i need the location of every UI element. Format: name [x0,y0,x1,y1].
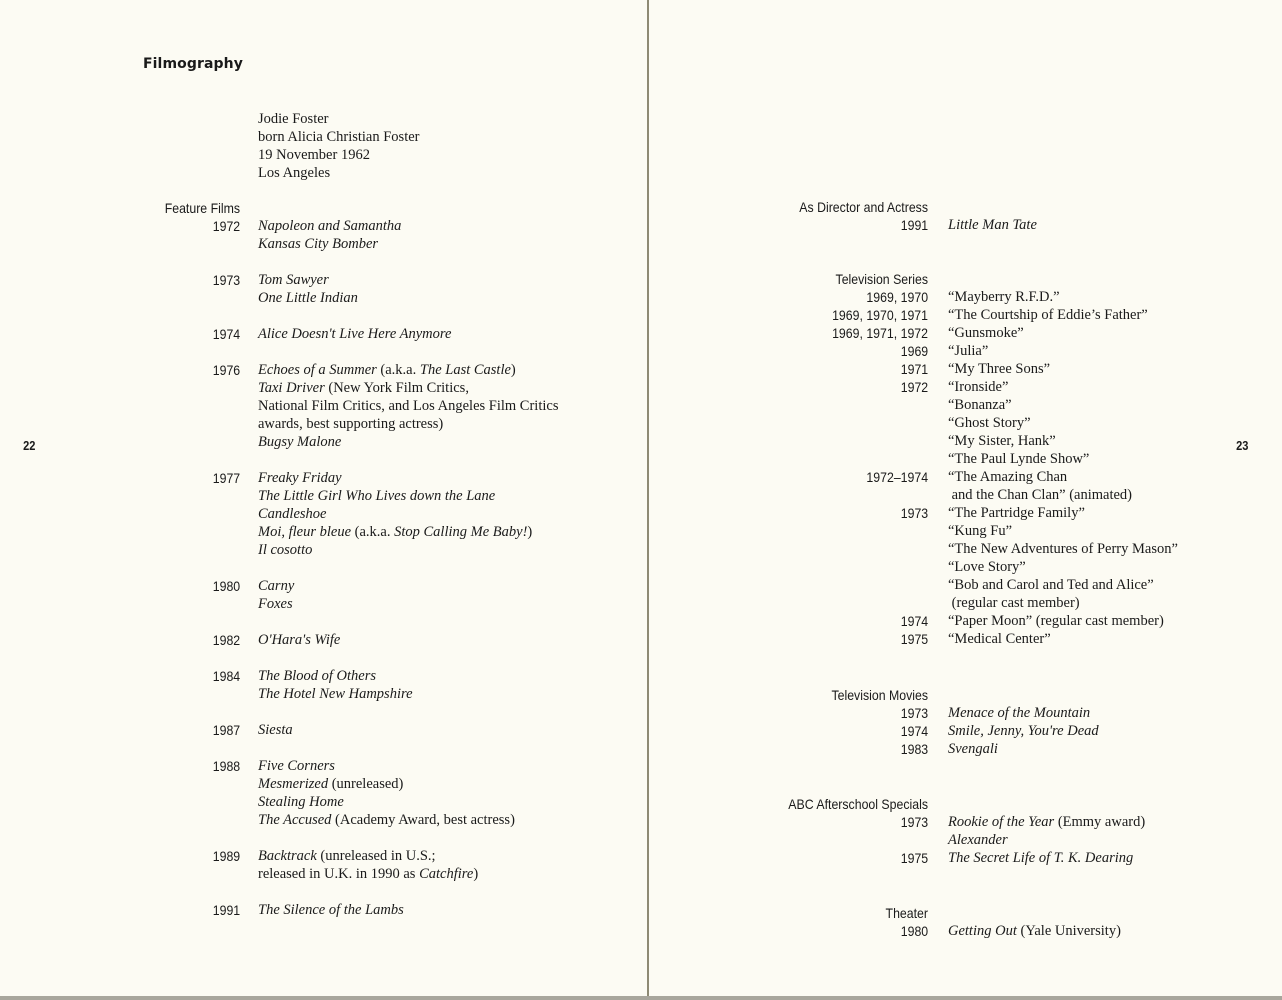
year: 1984 [212,668,240,684]
page-number-right: 23 [1236,438,1249,453]
bio-birth-name: born Alicia Christian Foster [258,129,420,145]
year: 1974 [900,613,928,629]
film-alt-title: Stop Calling Me Baby! [394,524,528,540]
year: 1991 [900,217,928,233]
year: 1972 [212,218,240,234]
year: 1975 [900,850,928,866]
film-title: Siesta [258,722,293,738]
entry [948,396,1012,414]
list-item [0,813,1240,831]
list-item [258,667,413,685]
entry [948,630,1051,648]
film-title: The Little Girl Who Lives down the Lane [258,488,496,504]
list-item [258,775,515,793]
series-title: “Paper Moon” (regular cast member) [948,613,1164,629]
year: 1969, 1970, 1971 [832,307,928,323]
film-title: Moi, fleur bleue [258,524,352,540]
list-item [0,450,1240,468]
entry [948,378,1008,396]
title: Getting Out [948,923,1017,939]
entry [948,468,1067,486]
list-item [0,216,1240,234]
section-label: Theater [885,905,928,921]
list-item [0,576,1240,594]
film-title: The Hotel New Hampshire [258,686,413,702]
film-note: (a.k.a. [351,524,395,540]
series-title: “My Three Sons” [948,361,1051,377]
entry [948,342,988,360]
entry [948,450,1089,468]
year: 1980 [212,578,240,594]
film-title: The Blood of Others [258,668,377,684]
series-title: “Mayberry R.F.D.” [948,289,1060,305]
film-title: Carny [258,578,295,594]
title: Svengali [948,741,998,757]
film-title: The Silence of the Lambs [258,902,404,918]
film-title: Il cosotto [258,542,313,558]
series-title: “The Amazing Chan [948,469,1068,485]
film-note: (unreleased) [328,776,404,792]
series-title: “Ironside” [948,379,1009,395]
year: 1969, 1971, 1972 [832,325,928,341]
series-title: “Kung Fu” [948,523,1013,539]
series-title: “The Partridge Family” [948,505,1085,521]
film-note: (Academy Award, best actress) [331,812,515,828]
film-title: Kansas City Bomber [258,236,379,252]
film-title: Freaky Friday [258,470,342,486]
series-title: “Bob and Carol and Ted and Alice” [948,577,1154,593]
series-title: “The Paul Lynde Show” [948,451,1090,467]
entry [948,414,1031,432]
section-label: As Director and Actress [799,199,928,215]
year: 1973 [900,705,928,721]
note: (Yale University) [1016,923,1121,939]
list-item [0,558,1240,576]
year: 1974 [900,723,928,739]
list-item [0,630,1240,648]
list-item [0,831,1240,849]
section-label: Television Series [835,271,928,287]
entry [948,522,1012,540]
list-item [0,306,1240,324]
bio-block [258,110,420,182]
year: 1971 [900,361,928,377]
bio-birth-date: 19 November 1962 [258,147,370,163]
title: Menace of the Mountain [948,705,1091,721]
entry [948,849,1133,867]
film-title: Five Corners [258,758,335,774]
film-note: released in U.K. in 1990 as [258,866,420,882]
series-title: “The Courtship of Eddie’s Father” [948,307,1148,323]
entry [948,922,1121,940]
list-item [0,704,1240,722]
series-title: “The New Adventures of Perry Mason” [948,541,1178,557]
list-item [0,504,1240,522]
film-title: O'Hara's Wife [258,632,341,648]
entry [948,324,1024,342]
section-label: Television Movies [831,687,928,703]
section-label: Feature Films [164,200,240,216]
list-item [0,288,1240,306]
entry [948,540,1178,558]
series-title: “Love Story” [948,559,1026,575]
list-item [258,865,478,883]
title: Alexander [948,832,1008,848]
film-title: One Little Indian [258,290,358,306]
entry [948,486,1132,504]
film-title: Alice Doesn't Live Here Anymore [258,326,452,342]
entry [948,288,1060,306]
film-note: ) [527,524,533,540]
title: Smile, Jenny, You're Dead [948,723,1099,739]
year: 1972–1974 [866,469,928,485]
film-title: Backtrack [258,848,317,864]
list-item [0,612,1240,630]
film-title: Mesmerized [258,776,329,792]
list-item [0,414,1240,432]
series-title: “Ghost Story” [948,415,1031,431]
list-item [0,324,1240,342]
film-note: (a.k.a. [376,362,420,378]
film-note: ) [510,362,516,378]
entry [948,722,1099,740]
film-title: Napoleon and Samantha [258,218,402,234]
year: 1973 [212,272,240,288]
film-title: Stealing Home [258,794,344,810]
film-title: Taxi Driver [258,380,325,396]
year: 1983 [900,741,928,757]
list-item [258,757,515,775]
entry [948,576,1154,594]
entry [948,813,1145,831]
film-title: Foxes [258,596,293,612]
year: 1973 [900,814,928,830]
year: 1975 [900,631,928,647]
film-title: Bugsy Malone [258,434,342,450]
year: 1989 [212,848,240,864]
series-title: “Medical Center” [948,631,1051,647]
year: 1977 [212,470,240,486]
list-item [0,468,1240,486]
film-alt-title: The Last Castle [419,362,511,378]
year: 1991 [212,902,240,918]
page-heading: Filmography [143,56,243,72]
year: 1988 [212,758,240,774]
series-title: and the Chan Clan” (animated) [948,487,1133,503]
film-alt-title: Catchfire [419,866,474,882]
note: (Emmy award) [1054,814,1146,830]
film-title: Tom Sawyer [258,272,329,288]
film-title: The Accused [258,812,332,828]
list-item [0,432,1240,450]
title: Rookie of the Year [948,814,1055,830]
list-item [0,540,1240,558]
entry [948,504,1085,522]
entry [948,612,1164,630]
page-bottom-edge [0,996,1282,1000]
list-item [258,235,401,253]
entry [948,306,1148,324]
year: 1974 [212,326,240,342]
film-note: awards, best supporting actress) [258,416,444,432]
list-item [0,922,1240,940]
year: 1987 [212,722,240,738]
page-number-left: 22 [23,438,36,453]
title: The Secret Life of T. K. Dearing [948,850,1134,866]
film-title: Candleshoe [258,506,327,522]
bio-birth-place: Los Angeles [258,165,331,181]
list-item [0,522,1240,540]
entry [948,432,1056,450]
bio-name: Jodie Foster [258,111,329,127]
entry [948,831,1008,849]
series-title: (regular cast member) [948,595,1080,611]
entry [948,360,1050,378]
series-title: “My Sister, Hank” [948,433,1056,449]
entry [948,704,1090,722]
film-note: ) [473,866,479,882]
year: 1982 [212,632,240,648]
list-item [0,740,1240,758]
year: 1973 [900,505,928,521]
section-label: ABC Afterschool Specials [788,796,928,812]
series-title: “Bonanza” [948,397,1012,413]
year: 1969 [900,343,928,359]
series-title: “Julia” [948,343,989,359]
year: 1972 [900,379,928,395]
film-note: (New York Film Critics, [324,380,469,396]
film-title: Echoes of a Summer [258,362,377,378]
film-note: National Film Critics, and Los Angeles Film Critics [258,398,559,414]
film-note: (unreleased in U.S.; [316,848,436,864]
entry [948,558,1026,576]
list-item [0,722,1240,740]
list-item [0,486,1240,504]
entry [948,740,998,758]
list-item [0,378,1240,396]
list-item [0,594,1240,612]
list-item [0,396,1240,414]
list-item [0,849,1240,867]
year: 1980 [900,923,928,939]
year: 1976 [212,362,240,378]
title: Little Man Tate [948,217,1037,233]
series-title: “Gunsmoke” [948,325,1024,341]
year: 1969, 1970 [866,289,928,305]
list-item [0,360,1240,378]
entry [948,594,1080,612]
list-item [0,342,1240,360]
